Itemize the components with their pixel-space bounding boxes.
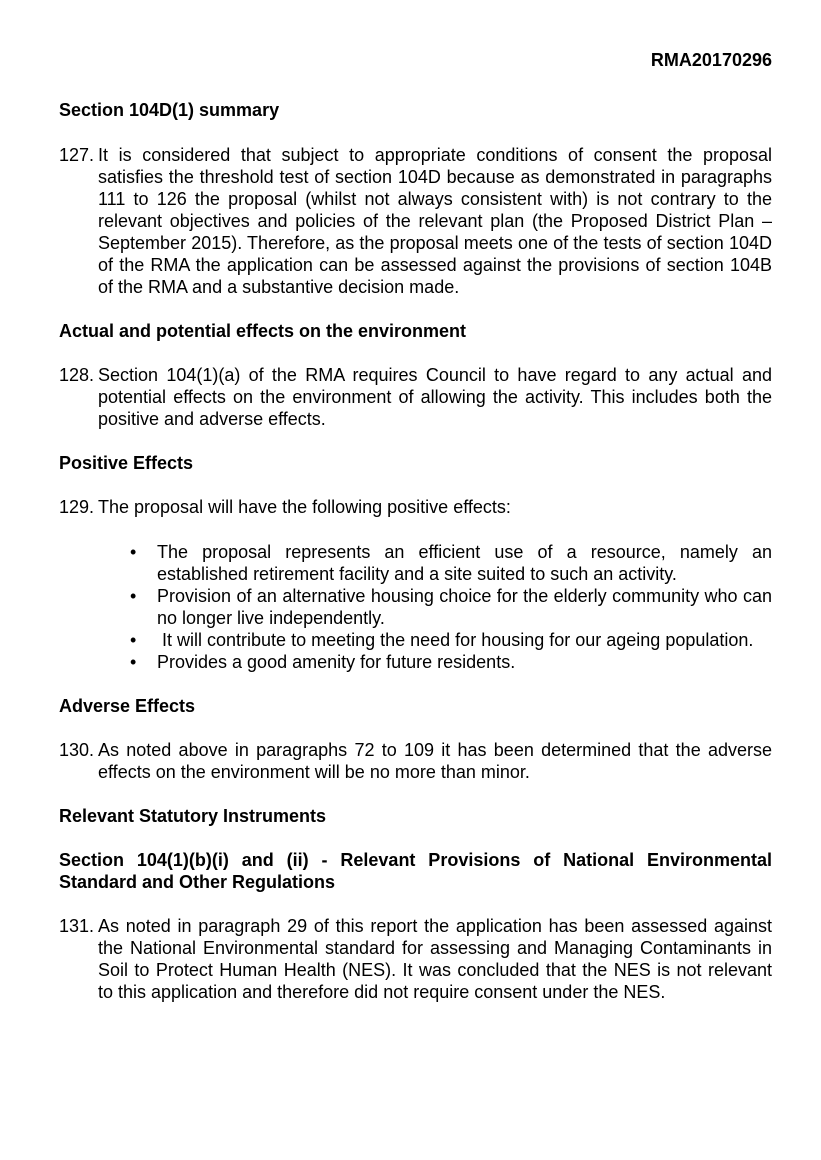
paragraph-130 xyxy=(59,739,772,783)
paragraph-number: 131. xyxy=(59,916,95,936)
effects-heading: Actual and potential effects on the environment xyxy=(59,321,467,341)
section-104d-heading: Section 104D(1) summary xyxy=(59,100,280,120)
paragraph-text: The proposal will have the following positive effects: xyxy=(98,497,511,517)
paragraph-text: It is considered that subject to appropriate conditions of consent the proposal satisfies the threshold test of section 104D because as demonstrated in paragraphs 111 to 126 the proposal (whilst not always consistent with) is not contrary to the relevant objectives and policies of the relevant plan (the Proposed District Plan – September 2015). Therefore, as the proposal meets one of the tests of section 104D of the RMA the application can be assessed against the provisions of section 104B of the RMA and a substantive decision made. xyxy=(98,145,772,297)
list-item-text: Provides a good amenity for future residents. xyxy=(157,652,516,672)
adverse-effects-heading: Adverse Effects xyxy=(59,696,196,716)
bullet-icon: • xyxy=(130,630,137,650)
list-item-text: The proposal represents an efficient use of a resource, namely an established retirement facility and a site suited to such an activity. xyxy=(157,542,772,584)
paragraph-number: 129. xyxy=(59,497,95,517)
paragraph-131 xyxy=(59,915,772,1003)
list-item-text: Provision of an alternative housing choice for the elderly community who can no longer live independently. xyxy=(157,586,772,628)
paragraph-text: As noted in paragraph 29 of this report the application has been assessed against the National Environmental standard for assessing and Managing Contaminants in Soil to Protect Human Health (NES). It was concluded that the NES is not relevant to this application and therefore did not require consent under the NES. xyxy=(98,916,772,1002)
document-reference: RMA20170296 xyxy=(650,50,772,70)
bullet-icon: • xyxy=(130,586,137,606)
paragraph-number: 128. xyxy=(59,365,95,385)
paragraph-text: As noted above in paragraphs 72 to 109 it has been determined that the adverse effects on the environment will be no more than minor. xyxy=(98,740,772,782)
bullet-icon: • xyxy=(130,652,137,672)
list-item-text: It will contribute to meeting the need for housing for our ageing population. xyxy=(157,630,754,650)
paragraph-number: 127. xyxy=(59,145,95,165)
paragraph-128 xyxy=(59,364,772,430)
statutory-instruments-heading: Relevant Statutory Instruments xyxy=(59,806,327,826)
list-item xyxy=(130,541,772,585)
positive-effects-heading: Positive Effects xyxy=(59,453,194,473)
nes-heading: Section 104(1)(b)(i) and (ii) - Relevant Provisions of National Environmental Standard and Other Regulations xyxy=(59,850,772,892)
paragraph-129 xyxy=(59,496,772,518)
list-item xyxy=(130,629,772,651)
document-body xyxy=(59,99,772,1003)
paragraph-number: 130. xyxy=(59,740,95,760)
list-item xyxy=(130,585,772,629)
positive-effects-list xyxy=(59,541,772,673)
paragraph-127 xyxy=(59,144,772,298)
bullet-icon: • xyxy=(130,542,137,562)
list-item xyxy=(130,651,772,673)
paragraph-text: Section 104(1)(a) of the RMA requires Council to have regard to any actual and potential effects on the environment of allowing the activity. This includes both the positive and adverse effects. xyxy=(98,365,772,429)
